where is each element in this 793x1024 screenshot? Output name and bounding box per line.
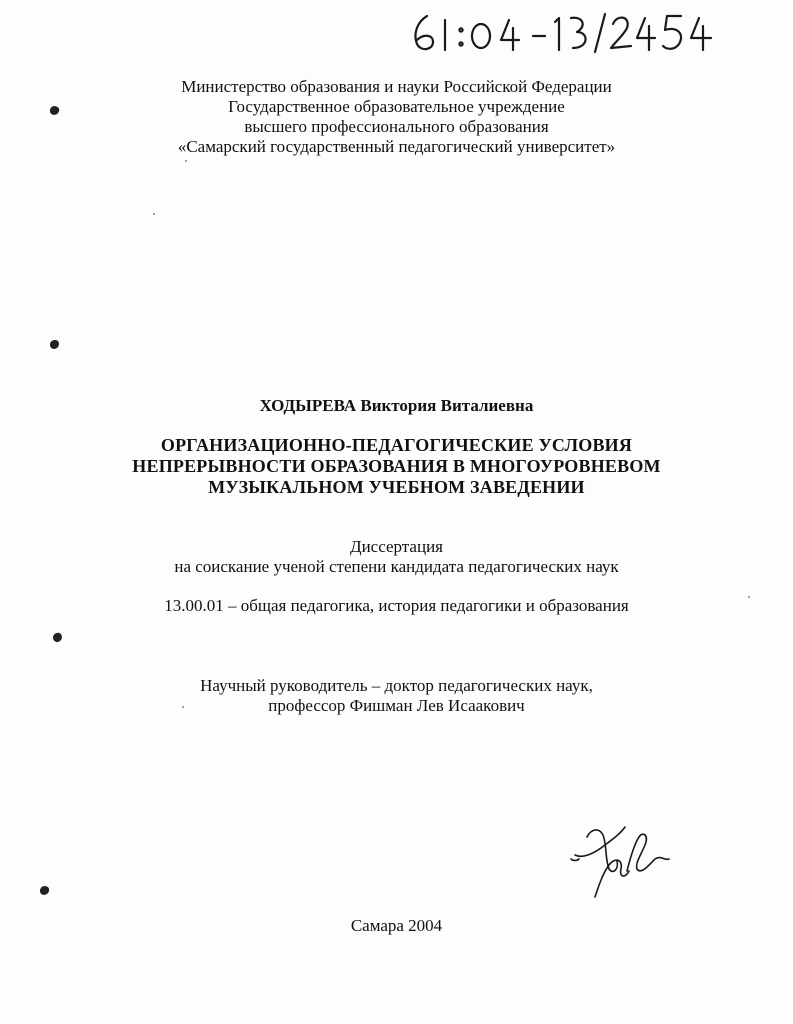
specialty-line: 13.00.01 – общая педагогика, история педагогики и образования (164, 596, 629, 615)
title-line-1: ОРГАНИЗАЦИОННО-ПЕДАГОГИЧЕСКИЕ УСЛОВИЯ (160, 435, 633, 455)
signature-drawing (565, 815, 675, 910)
archive-code-handwritten (405, 6, 715, 56)
institution-header (0, 77, 793, 157)
degree-line: на соискание ученой степени кандидата педагогических наук (174, 557, 619, 576)
binding-mark (39, 885, 49, 895)
title-line-3: МУЗЫКАЛЬНОМ УЧЕБНОМ ЗАВЕДЕНИИ (208, 477, 585, 497)
advisor-line-1: Научный руководитель – доктор педагогических наук, (200, 676, 593, 695)
archive-code-drawing (405, 6, 715, 56)
author-block (0, 396, 793, 416)
education-level-line: высшего профессионального образования (244, 117, 549, 136)
ministry-line: Министерство образования и науки Российской Федерации (181, 77, 612, 96)
advisor-block (0, 676, 793, 716)
author-signature (565, 815, 675, 910)
dissertation-title (0, 435, 793, 498)
city-year-block (0, 916, 793, 936)
scan-speck (185, 160, 187, 162)
university-name-line: «Самарский государственный педагогический университет» (177, 137, 616, 156)
city-year: Самара 2004 (350, 916, 443, 935)
dissertation-info (0, 537, 793, 577)
institution-type-line: Государственное образовательное учреждение (228, 97, 565, 116)
binding-mark (50, 340, 59, 349)
binding-mark (52, 632, 63, 643)
scan-speck (182, 706, 184, 708)
dissertation-label: Диссертация (349, 537, 443, 556)
specialty-block (0, 596, 793, 616)
advisor-line-2: профессор Фишман Лев Исаакович (268, 696, 525, 715)
title-line-2: НЕПРЕРЫВНОСТИ ОБРАЗОВАНИЯ В МНОГОУРОВНЕВОМ (132, 456, 661, 476)
scan-speck (153, 213, 155, 215)
author-name: ХОДЫРЕВА Виктория Виталиевна (259, 396, 534, 415)
scan-speck (748, 596, 750, 598)
